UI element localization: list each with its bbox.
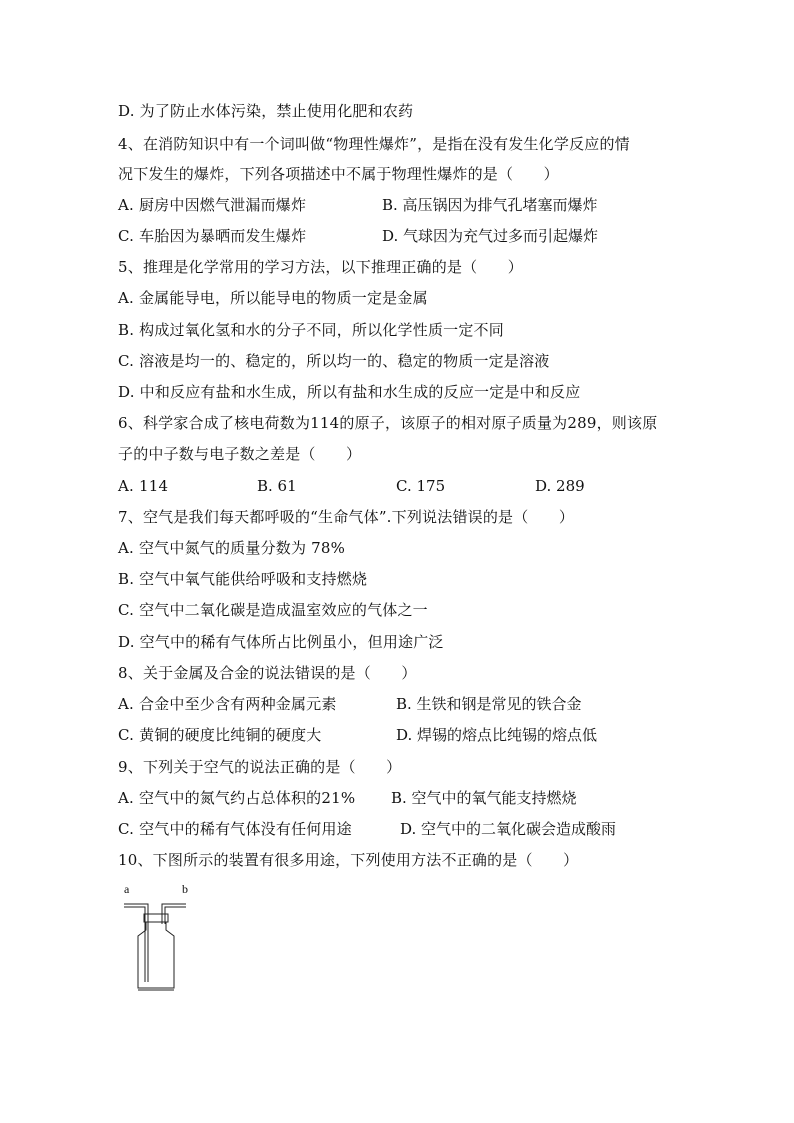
- q4-stem-line2: 况下发生的爆炸，下列各项描述中不属于物理性爆炸的是（ ）: [118, 165, 559, 183]
- q4-option-d: D. 气球因为充气过多而引起爆炸: [382, 227, 599, 245]
- gas-bottle-diagram: [118, 880, 198, 995]
- q7-option-a: A. 空气中氮气的质量分数为 78%: [118, 539, 346, 557]
- q9-option-a: A. 空气中的氮气约占总体积的21%: [118, 789, 356, 807]
- q4-option-b: B. 高压锅因为排气孔堵塞而爆炸: [382, 196, 598, 214]
- q6-option-d: D. 289: [535, 477, 585, 495]
- q4-stem-line1: 4、在消防知识中有一个词叫做“物理性爆炸”，是指在没有发生化学反应的情: [118, 135, 630, 153]
- q7-option-d: D. 空气中的稀有气体所占比例虽小，但用途广泛: [118, 633, 444, 651]
- q7-stem: 7、空气是我们每天都呼吸的“生命气体”.下列说法错误的是（ ）: [118, 508, 575, 526]
- tube-label-b: b: [182, 882, 188, 896]
- q10-stem: 10、下图所示的装置有很多用途，下列使用方法不正确的是（ ）: [118, 851, 579, 869]
- gas-bottle-figure: [118, 880, 198, 995]
- q5-option-b: B. 构成过氧化氢和水的分子不同，所以化学性质一定不同: [118, 321, 504, 339]
- q6-stem-line1: 6、科学家合成了核电荷数为114的原子，该原子的相对原子质量为289，则该原: [118, 414, 658, 432]
- q7-option-b: B. 空气中氧气能供给呼吸和支持燃烧: [118, 570, 368, 588]
- q6-option-a: A. 114: [118, 477, 169, 495]
- q9-option-c: C. 空气中的稀有气体没有任何用途: [118, 820, 352, 838]
- tube-label-a: a: [124, 882, 130, 896]
- q3-option-d: D. 为了防止水体污染，禁止使用化肥和农药: [118, 102, 414, 120]
- q6-option-c: C. 175: [396, 477, 446, 495]
- q9-option-b: B. 空气中的氧气能支持燃烧: [391, 789, 577, 807]
- q5-option-d: D. 中和反应有盐和水生成，所以有盐和水生成的反应一定是中和反应: [118, 383, 581, 401]
- q4-option-c: C. 车胎因为暴晒而发生爆炸: [118, 227, 307, 245]
- q8-option-c: C. 黄铜的硬度比纯铜的硬度大: [118, 726, 322, 744]
- q9-option-d: D. 空气中的二氧化碳会造成酸雨: [400, 820, 617, 838]
- q8-option-a: A. 合金中至少含有两种金属元素: [118, 695, 337, 713]
- q6-stem-line2: 子的中子数与电子数之差是（ ）: [118, 445, 362, 463]
- bottle-body: [138, 922, 174, 988]
- q8-option-d: D. 焊锡的熔点比纯锡的熔点低: [396, 726, 598, 744]
- q8-option-b: B. 生铁和钢是常见的铁合金: [396, 695, 582, 713]
- q5-option-c: C. 溶液是均一的、稳定的，所以均一的、稳定的物质一定是溶液: [118, 352, 550, 370]
- q5-stem: 5、推理是化学常用的学习方法，以下推理正确的是（ ）: [118, 258, 523, 276]
- q9-stem: 9、下列关于空气的说法正确的是（ ）: [118, 758, 402, 776]
- q5-option-a: A. 金属能导电，所以能导电的物质一定是金属: [118, 289, 428, 307]
- q6-option-b: B. 61: [257, 477, 297, 495]
- q8-stem: 8、关于金属及合金的说法错误的是（ ）: [118, 664, 417, 682]
- q4-option-a: A. 厨房中因燃气泄漏而爆炸: [118, 196, 307, 214]
- q7-option-c: C. 空气中二氧化碳是造成温室效应的气体之一: [118, 601, 428, 619]
